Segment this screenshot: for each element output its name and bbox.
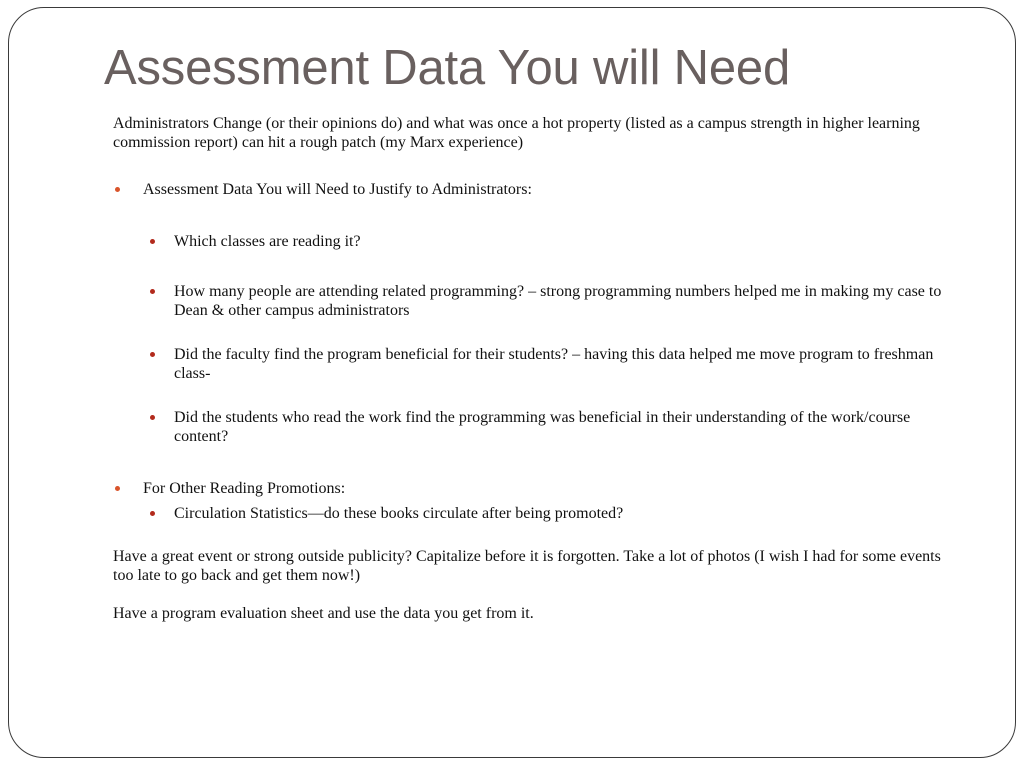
slide-title: Assessment Data You will Need [104,41,791,95]
bullet-assessment-data: Assessment Data You will Need to Justify to Administrators: [143,180,963,199]
closing-paragraph-publicity: Have a great event or strong outside publicity? Capitalize before it is forgotten. Take a lot of photos (I wish I had for some events too late to go back and get them now!) [113,548,941,584]
bullet-other-promotions: For Other Reading Promotions: [143,479,963,498]
intro-paragraph: Administrators Change (or their opinions do) and what was once a hot property (listed as a campus strength in higher learning commission report) can hit a rough patch (my Marx experience) [113,115,920,151]
closing-paragraph-evaluation: Have a program evaluation sheet and use the data you get from it. [113,605,534,622]
sub-bullet-classes: Which classes are reading it? [174,232,963,251]
sub-bullet-students: Did the students who read the work find the programming was beneficial in their understanding of the work/course content? [174,408,963,446]
sub-bullet-circulation: Circulation Statistics—do these books circulate after being promoted? [174,504,963,523]
sub-bullet-attendance: How many people are attending related programming? – strong programming numbers helped me in making my case to Dean & other campus administrators [174,282,963,320]
sub-bullet-faculty: Did the faculty find the program beneficial for their students? – having this data helped me move program to freshman class- [174,345,963,383]
slide-body [113,114,963,623]
